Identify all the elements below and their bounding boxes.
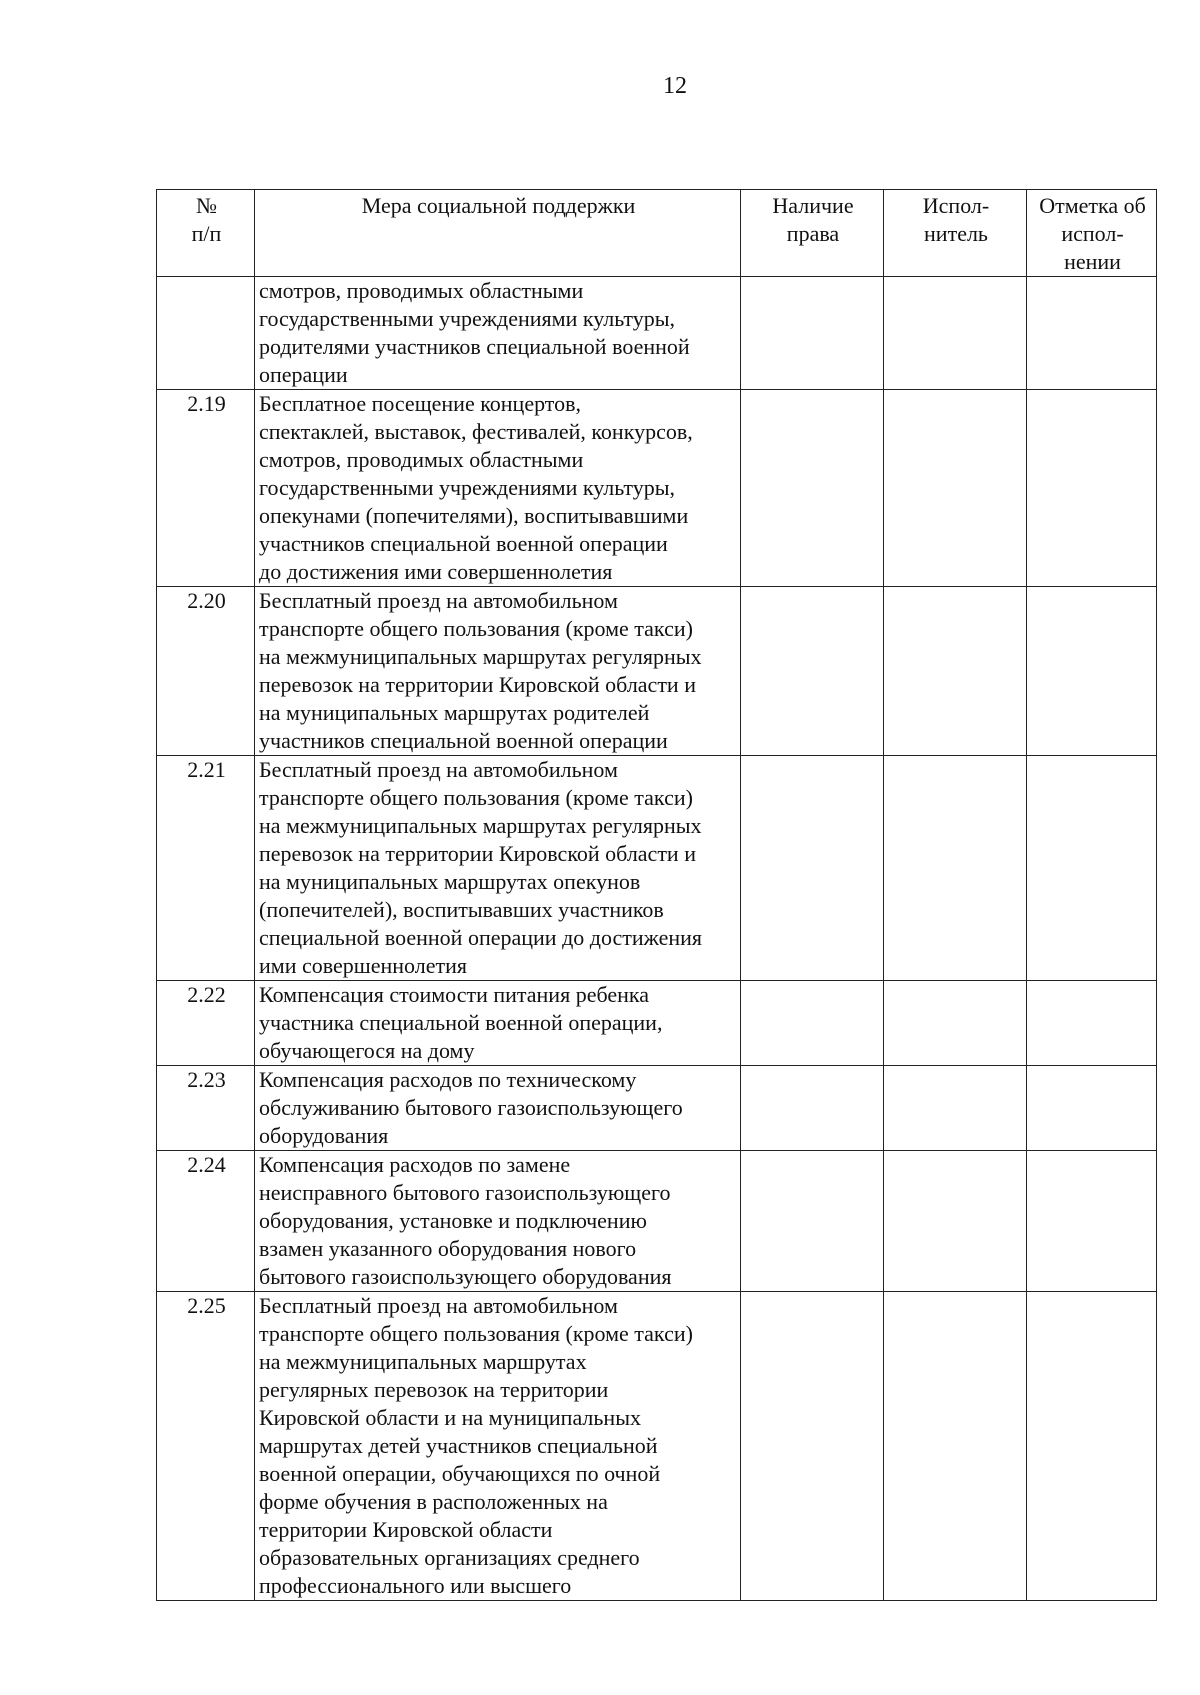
measure-cell <box>255 1151 741 1292</box>
header-right-line: права <box>786 221 840 246</box>
header-measure <box>255 190 741 277</box>
right-cell <box>741 277 884 390</box>
right-cell <box>741 981 884 1066</box>
measure-line: участников специальной военной операции <box>259 531 668 556</box>
measure-line: смотров, проводимых областными <box>259 278 584 303</box>
row-number: 2.22 <box>157 981 255 1066</box>
measure-line: взамен указанного оборудования нового <box>259 1236 637 1261</box>
measure-line: специальной военной операции до достижения <box>259 925 703 950</box>
measure-line: форме обучения в расположенных на <box>259 1489 608 1514</box>
right-cell <box>741 1066 884 1151</box>
mark-cell <box>1027 1151 1157 1292</box>
executor-cell <box>884 756 1027 981</box>
measure-line: на межмуниципальных маршрутах <box>259 1349 587 1374</box>
measure-line: участников специальной военной операции <box>259 728 668 753</box>
measure-cell <box>255 277 741 390</box>
row-number: 2.21 <box>157 756 255 981</box>
mark-cell <box>1027 390 1157 587</box>
header-mark-line: испол- <box>1061 221 1124 246</box>
right-cell <box>741 390 884 587</box>
header-right-line: Наличие <box>772 193 854 218</box>
measure-line: на муниципальных маршрутах родителей <box>259 700 650 725</box>
table-row <box>157 277 1157 390</box>
measure-line: образовательных организациях среднего <box>259 1545 640 1570</box>
measure-cell <box>255 1292 741 1601</box>
mark-cell <box>1027 1292 1157 1601</box>
measure-line: неисправного бытового газоиспользующего <box>259 1180 671 1205</box>
measure-line: перевозок на территории Кировской области и <box>259 841 696 866</box>
header-mark-line: нении <box>1064 249 1121 274</box>
executor-cell <box>884 981 1027 1066</box>
executor-cell <box>884 587 1027 756</box>
right-cell <box>741 1151 884 1292</box>
measure-line: Кировской области и на муниципальных <box>259 1405 641 1430</box>
measure-line: профессионального или высшего <box>259 1573 572 1598</box>
page-number: 12 <box>663 73 687 99</box>
measure-line: обслуживанию бытового газоиспользующего <box>259 1095 683 1120</box>
measure-line: до достижения ими совершеннолетия <box>259 559 613 584</box>
mark-cell <box>1027 277 1157 390</box>
header-num-line: п/п <box>191 221 222 246</box>
mark-cell <box>1027 981 1157 1066</box>
header-right <box>741 190 884 277</box>
measure-line: спектаклей, выставок, фестивалей, конкурсов, <box>259 419 693 444</box>
table-row <box>157 1151 1157 1292</box>
measure-line: (попечителей), воспитывавших участников <box>259 897 664 922</box>
row-number: 2.23 <box>157 1066 255 1151</box>
measure-line: участника специальной военной операции, <box>259 1010 663 1035</box>
measure-line: Компенсация стоимости питания ребенка <box>259 982 650 1007</box>
header-executor-line: Испол- <box>922 193 990 218</box>
measure-line: на межмуниципальных маршрутах регулярных <box>259 644 702 669</box>
table-row <box>157 587 1157 756</box>
table-row <box>157 1066 1157 1151</box>
measure-line: территории Кировской области <box>259 1517 553 1542</box>
row-number: 2.25 <box>157 1292 255 1601</box>
measure-line: регулярных перевозок на территории <box>259 1377 609 1402</box>
measure-line: государственными учреждениями культуры, <box>259 306 676 331</box>
measure-line: ими совершеннолетия <box>259 953 467 978</box>
measure-line: на межмуниципальных маршрутах регулярных <box>259 813 702 838</box>
measure-line: бытового газоиспользующего оборудования <box>259 1264 672 1289</box>
header-mark-line: Отметка об <box>1039 193 1146 218</box>
row-number: 2.24 <box>157 1151 255 1292</box>
right-cell <box>741 1292 884 1601</box>
measure-line: государственными учреждениями культуры, <box>259 475 676 500</box>
measure-line: оборудования, установке и подключению <box>259 1208 647 1233</box>
executor-cell <box>884 1066 1027 1151</box>
measure-line: Бесплатный проезд на автомобильном <box>259 588 618 613</box>
mark-cell <box>1027 756 1157 981</box>
row-number: 2.19 <box>157 390 255 587</box>
mark-cell <box>1027 1066 1157 1151</box>
header-mark <box>1027 190 1157 277</box>
measure-line: Бесплатное посещение концертов, <box>259 391 582 416</box>
row-number: 2.20 <box>157 587 255 756</box>
measure-cell <box>255 756 741 981</box>
header-executor <box>884 190 1027 277</box>
executor-cell <box>884 1151 1027 1292</box>
measure-line: обучающегося на дому <box>259 1038 475 1063</box>
table-row <box>157 981 1157 1066</box>
header-num-line: № <box>196 193 217 218</box>
measure-line: перевозок на территории Кировской области и <box>259 672 696 697</box>
measure-line: операции <box>259 362 348 387</box>
table-body <box>157 277 1157 1601</box>
right-cell <box>741 587 884 756</box>
mark-cell <box>1027 587 1157 756</box>
measure-cell <box>255 587 741 756</box>
header-executor-line: нитель <box>924 221 988 246</box>
measure-cell <box>255 1066 741 1151</box>
table-row <box>157 756 1157 981</box>
right-cell <box>741 756 884 981</box>
measure-line: Компенсация расходов по техническому <box>259 1067 637 1092</box>
measure-line: опекунами (попечителями), воспитывавшими <box>259 503 689 528</box>
measure-cell <box>255 390 741 587</box>
executor-cell <box>884 1292 1027 1601</box>
measure-line: маршрутах детей участников специальной <box>259 1433 658 1458</box>
measure-line: военной операции, обучающихся по очной <box>259 1461 661 1486</box>
executor-cell <box>884 277 1027 390</box>
table-header-row <box>157 190 1157 277</box>
table-row <box>157 1292 1157 1601</box>
row-number <box>157 277 255 390</box>
measure-line: транспорте общего пользования (кроме такси) <box>259 616 693 641</box>
measure-line: транспорте общего пользования (кроме такси) <box>259 785 693 810</box>
measure-cell <box>255 981 741 1066</box>
table-row <box>157 390 1157 587</box>
measure-line: Бесплатный проезд на автомобильном <box>259 757 618 782</box>
header-measure-line: Мера социальной поддержки <box>361 193 636 218</box>
measure-line: смотров, проводимых областными <box>259 447 584 472</box>
measure-line: Компенсация расходов по замене <box>259 1152 571 1177</box>
measure-line: Бесплатный проезд на автомобильном <box>259 1293 618 1318</box>
measure-line: оборудования <box>259 1123 389 1148</box>
executor-cell <box>884 390 1027 587</box>
measure-line: родителями участников специальной военной <box>259 334 690 359</box>
measure-line: на муниципальных маршрутах опекунов <box>259 869 641 894</box>
header-num <box>157 190 255 277</box>
support-measures-table <box>156 189 1157 1601</box>
measure-line: транспорте общего пользования (кроме такси) <box>259 1321 693 1346</box>
